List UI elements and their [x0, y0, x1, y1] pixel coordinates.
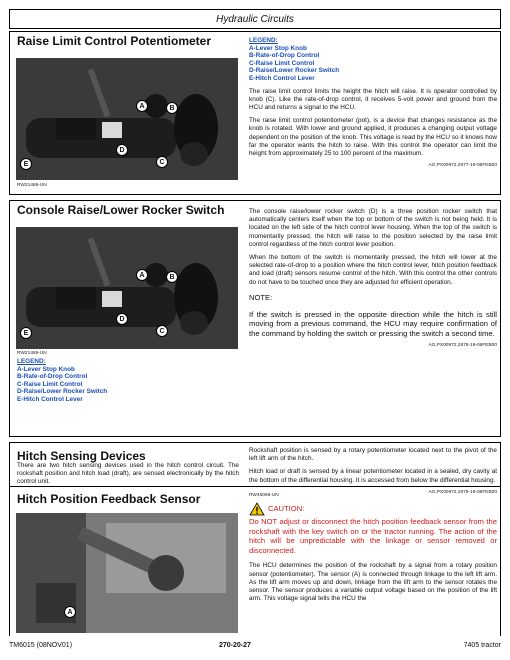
caution-label: CAUTION:	[268, 504, 305, 514]
section-title: Raise Limit Control Potentiometer	[17, 34, 212, 48]
callout-b: B	[166, 271, 178, 283]
section-feedback-sensor	[9, 486, 501, 636]
callout-a: A	[136, 100, 148, 112]
callout-d: D	[116, 313, 128, 325]
callout-b: B	[166, 102, 178, 114]
paragraph: The HCU determines the position of the rockshaft by a signal from a rotary position sensor (potentiometer). The sensor (A) is connected through linkage to the left lift arm. As the lift arm moves up and down, linkage from the lift arm to the sensor rotates the sensor. The sensor produces a variable output voltage based on the position of the lift arm. This voltage signal tells the HCU the	[249, 562, 497, 603]
reference-code: AG,PX00972,2879-19-06FEB00	[428, 489, 497, 495]
legend: LEGEND: A-Lever Stop Knob B-Rate-of-Drop Control C-Raise Limit Control D-Raise/Lower Rocker Switch E-Hitch Control Lever	[17, 358, 108, 403]
console-photo	[16, 58, 238, 180]
section-title: Hitch Position Feedback Sensor	[17, 492, 201, 506]
image-id: RW45095-UN	[249, 493, 279, 498]
paragraph: The raise limit control potentiometer (pot), is a device that changes resistance as the knob is rotated. With lower and ground applied, it produces a changing output voltage dependent on the position of the knob. This voltage is read by the HCU so it knows how far the operator wants the hitch to raise. With this control the operator can limit the height from approximately 25 to 100 percent of the maximum.	[249, 117, 497, 157]
paragraph: Hitch load or draft is sensed by a linear potentiometer located in a sealed, dry cavity at the bottom of the differential housing. It is accessed from below the differential housing.	[249, 468, 497, 484]
callout-a: A	[136, 269, 148, 281]
console-photo	[16, 227, 238, 349]
warning-icon	[249, 502, 265, 516]
callout-c: C	[156, 156, 168, 168]
reference-code: AG,PX00972,2877-19-06FEB00	[428, 163, 497, 169]
callout-e: E	[20, 327, 32, 339]
caution-text: Do NOT adjust or disconnect the hitch position feedback sensor from the rockshaft with the key switch on or the tractor running. The action of the hitch will be unpredictable with the linkage or sensor removed or disconnected.	[249, 517, 497, 555]
callout-e: E	[20, 158, 32, 170]
section-rocker-switch	[9, 200, 501, 437]
section-hitch-sensing	[9, 442, 501, 495]
footer-manual-id: TM6015 (08NOV01)	[9, 642, 73, 649]
callout-d: D	[116, 144, 128, 156]
sensor-photo	[16, 513, 238, 633]
paragraph: When the bottom of the switch is momentarily pressed, the hitch will lower at the selected rate-of-drop to a position where the hitch control lever, hitch position feedback and load (draft) sensors resume control of the hitch. With this control the other controls do not have to be touched once they are adjusted for efficient operation.	[249, 254, 497, 286]
note-text: If the switch is pressed in the opposite direction while the hitch is still moving from a previous command, the HCU may require confirmation of the command by holding the switch or pressing the switch a second time.	[249, 309, 497, 339]
console-illustration	[16, 58, 238, 180]
section-title: Hitch Sensing Devices	[17, 449, 146, 463]
callout-a: A	[64, 606, 76, 618]
running-header: Hydraulic Circuits	[9, 9, 501, 29]
callout-c: C	[156, 325, 168, 337]
reference-code: AG,PX00972,2878-19-06FEB00	[428, 342, 497, 348]
section-title: Console Raise/Lower Rocker Switch	[17, 203, 225, 217]
paragraph: Rockshaft position is sensed by a rotary potentiometer located next to the pivot of the left lift arm of the hitch.	[249, 447, 497, 463]
paragraph: The raise limit control limits the height the hitch will raise. It is operator controlled by knob (C). Like the rate-of-drop control, it receives 5-volt power and ground from the HCU and returns a signal to the HCU.	[249, 87, 497, 111]
legend: LEGEND: A-Lever Stop Knob B-Rate-of-Drop Control C-Raise Limit Control D-Raise/Lower Rocker Switch E-Hitch Control Lever	[249, 37, 340, 82]
footer-model: 7405 tractor	[463, 642, 501, 649]
image-id: RW21486-UN	[17, 351, 47, 356]
note-label: NOTE:	[249, 292, 273, 302]
paragraph: There are two hitch sensing devices used in the hitch control circuit. The rockshaft position and hitch load (draft), are sensed electronically by the hitch control unit.	[17, 462, 239, 486]
footer-page-number: 270-20-27	[219, 642, 251, 649]
paragraph: The console raise/lower rocker switch (D) is a three position rocker switch that automatically centers itself when the top or bottom of the switch is not being held. It is located on the left side of the hitch control lever housing. When the top of the switch is momentarily pressed, the hitch will raise to the position selected by the raise limit control regardless of the hitch control lever position.	[249, 208, 497, 248]
image-id: RW21486-UN	[17, 183, 47, 188]
console-illustration	[16, 227, 238, 349]
section-raise-limit	[9, 31, 501, 195]
sensor-illustration	[16, 513, 238, 633]
